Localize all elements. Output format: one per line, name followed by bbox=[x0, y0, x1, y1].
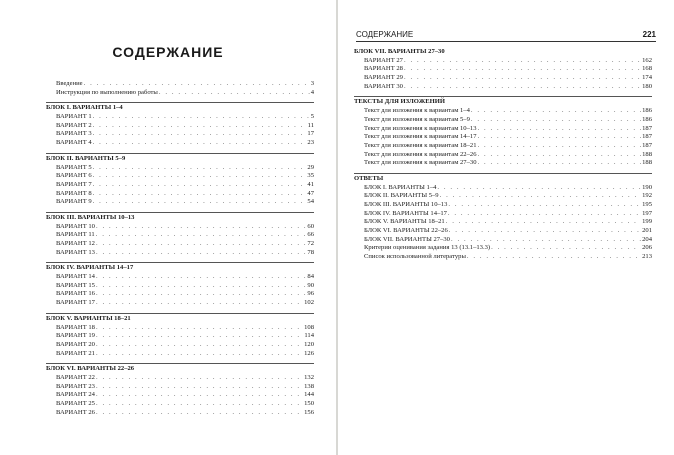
toc-entry-label: ВАРИАНТ 26 bbox=[56, 408, 95, 416]
leader-dots bbox=[93, 198, 307, 207]
leader-dots bbox=[96, 223, 306, 232]
toc-entry-label: ВАРИАНТ 20 bbox=[56, 340, 95, 348]
toc-entry-page: 188 bbox=[642, 150, 652, 158]
toc-entry-page: 174 bbox=[642, 74, 652, 82]
toc-entry-label: Текст для изложения к вариантам 22–26 bbox=[364, 150, 477, 158]
right-toc bbox=[354, 48, 652, 262]
leader-dots bbox=[478, 159, 642, 168]
leader-dots bbox=[440, 192, 642, 201]
toc-entry bbox=[354, 253, 652, 262]
toc-entry-label: Критерии оценивания задания 13 (13.1–13.3) bbox=[364, 244, 491, 252]
toc-entry-page: 96 bbox=[307, 290, 314, 298]
toc-entry-label: Текст для изложения к вариантам 18–21 bbox=[364, 141, 477, 149]
toc-entry bbox=[46, 350, 314, 359]
toc-entry-page: 41 bbox=[307, 180, 314, 188]
toc-entry-page: 47 bbox=[307, 189, 314, 197]
toc-entry-label: ВАРИАНТ 28 bbox=[364, 65, 403, 73]
toc-entry bbox=[46, 80, 314, 89]
leader-dots bbox=[404, 65, 641, 74]
leader-dots bbox=[93, 172, 307, 181]
leader-dots bbox=[471, 107, 641, 116]
toc-entry-page: 17 bbox=[307, 130, 314, 138]
leader-dots bbox=[93, 181, 307, 190]
toc-entry-label: БЛОК III. ВАРИАНТЫ 10–13 bbox=[364, 201, 448, 208]
toc-entry-label: ВАРИАНТ 4 bbox=[56, 139, 92, 147]
toc-entry-label: Текст для изложения к вариантам 14–17 bbox=[364, 133, 477, 141]
toc-entry-label: Текст для изложения к вариантам 10–13 bbox=[364, 124, 477, 132]
toc-entry-page: 180 bbox=[642, 82, 652, 90]
leader-dots bbox=[467, 253, 641, 262]
toc-title: СОДЕРЖАНИЕ bbox=[112, 44, 224, 60]
leader-dots bbox=[404, 74, 641, 83]
toc-section-heading: БЛОК III. ВАРИАНТЫ 10–13 bbox=[46, 212, 314, 223]
leader-dots bbox=[491, 244, 641, 253]
leader-dots bbox=[478, 151, 642, 160]
toc-entry bbox=[46, 172, 314, 181]
toc-entry-label: Список использованной литературы bbox=[364, 253, 466, 261]
toc-entry bbox=[46, 181, 314, 190]
toc-entry-label: БЛОК I. ВАРИАНТЫ 1–4 bbox=[364, 183, 437, 191]
toc-entry bbox=[354, 107, 652, 116]
toc-entry-page: 114 bbox=[304, 332, 314, 340]
leader-dots bbox=[84, 80, 310, 89]
toc-entry-label: ВАРИАНТ 1 bbox=[56, 113, 92, 121]
toc-entry-label: ВАРИАНТ 21 bbox=[56, 349, 95, 357]
toc-entry bbox=[354, 151, 652, 160]
leader-dots bbox=[478, 125, 642, 134]
toc-entry-page: 144 bbox=[304, 391, 314, 399]
toc-section-heading: ТЕКСТЫ ДЛЯ ИЗЛОЖЕНИЙ bbox=[354, 96, 652, 107]
toc-entry bbox=[46, 223, 314, 232]
toc-entry-label: ВАРИАНТ 27 bbox=[364, 56, 403, 64]
toc-entry bbox=[46, 290, 314, 299]
leader-dots bbox=[96, 273, 306, 282]
toc-entry-page: 187 bbox=[642, 124, 652, 132]
leader-dots bbox=[451, 236, 641, 245]
toc-entry bbox=[46, 249, 314, 258]
leader-dots bbox=[93, 130, 307, 139]
leader-dots bbox=[96, 231, 307, 240]
toc-entry bbox=[46, 240, 314, 249]
toc-entry-label: ВАРИАНТ 3 bbox=[56, 130, 92, 138]
toc-entry bbox=[46, 341, 314, 350]
toc-entry-label: БЛОК VI. ВАРИАНТЫ 22–26 bbox=[364, 227, 448, 235]
toc-entry bbox=[354, 218, 652, 227]
leader-dots bbox=[448, 210, 641, 219]
toc-entry-page: 54 bbox=[307, 198, 314, 206]
toc-entry-page: 23 bbox=[307, 139, 314, 147]
toc-entry-label: ВАРИАНТ 30 bbox=[364, 82, 403, 90]
toc-entry-label: ВАРИАНТ 23 bbox=[56, 382, 95, 390]
toc-entry-page: 35 bbox=[307, 172, 314, 180]
toc-entry bbox=[46, 374, 314, 383]
toc-entry-page: 195 bbox=[642, 201, 652, 208]
toc-entry-label: Текст для изложения к вариантам 5–9 bbox=[364, 115, 470, 123]
leader-dots bbox=[404, 83, 641, 92]
toc-entry-page: 204 bbox=[642, 235, 652, 243]
toc-section-heading: БЛОК V. ВАРИАНТЫ 18–21 bbox=[46, 313, 314, 324]
toc-entry-label: БЛОК V. ВАРИАНТЫ 18–21 bbox=[364, 218, 445, 226]
toc-entry bbox=[354, 159, 652, 168]
toc-entry bbox=[354, 142, 652, 151]
toc-entry-page: 197 bbox=[642, 209, 652, 217]
leader-dots bbox=[448, 201, 641, 210]
toc-entry bbox=[354, 57, 652, 66]
toc-entry bbox=[354, 65, 652, 74]
toc-entry-label: ВАРИАНТ 17 bbox=[56, 299, 95, 307]
toc-entry bbox=[46, 273, 314, 282]
left-page bbox=[0, 0, 336, 455]
toc-entry-label: ВАРИАНТ 8 bbox=[56, 189, 92, 197]
toc-entry-page: 150 bbox=[304, 400, 314, 407]
right-page bbox=[338, 0, 674, 455]
toc-entry-label: ВАРИАНТ 7 bbox=[56, 180, 92, 188]
toc-entry-page: 3 bbox=[310, 80, 314, 87]
toc-entry-label: БЛОК II. ВАРИАНТЫ 5–9 bbox=[364, 192, 439, 200]
leader-dots bbox=[449, 227, 641, 236]
toc-entry-page: 29 bbox=[307, 163, 314, 171]
toc-entry bbox=[46, 198, 314, 207]
toc-entry-page: 102 bbox=[304, 299, 314, 307]
leader-dots bbox=[96, 383, 303, 392]
toc-entry-page: 187 bbox=[642, 133, 652, 141]
toc-entry bbox=[46, 409, 314, 418]
toc-entry bbox=[46, 130, 314, 139]
toc-entry-page: 156 bbox=[304, 408, 314, 416]
toc-section-heading: БЛОК I. ВАРИАНТЫ 1–4 bbox=[46, 102, 314, 113]
leader-dots bbox=[96, 400, 303, 409]
toc-entry-label: ВАРИАНТ 22 bbox=[56, 373, 95, 381]
toc-entry-page: 11 bbox=[307, 121, 314, 129]
toc-section-heading: БЛОК VI. ВАРИАНТЫ 22–26 bbox=[46, 363, 314, 374]
left-toc bbox=[46, 80, 314, 417]
toc-entry-page: 162 bbox=[642, 56, 652, 64]
leader-dots bbox=[404, 57, 641, 66]
toc-entry-page: 213 bbox=[642, 253, 652, 261]
leader-dots bbox=[96, 299, 303, 308]
toc-entry-page: 132 bbox=[304, 373, 314, 381]
toc-entry bbox=[354, 236, 652, 245]
toc-entry-page: 190 bbox=[642, 183, 652, 191]
toc-entry-label: Текст для изложения к вариантам 1–4 bbox=[364, 107, 470, 115]
toc-entry-label: ВАРИАНТ 16 bbox=[56, 290, 95, 298]
toc-section-heading: БЛОК II. ВАРИАНТЫ 5–9 bbox=[46, 153, 314, 164]
toc-entry bbox=[354, 116, 652, 125]
toc-entry-label: Текст для изложения к вариантам 27–30 bbox=[364, 159, 477, 167]
leader-dots bbox=[96, 282, 306, 291]
toc-entry bbox=[46, 299, 314, 308]
toc-entry bbox=[46, 332, 314, 341]
toc-entry bbox=[46, 164, 314, 173]
toc-entry bbox=[354, 210, 652, 219]
toc-entry-label: БЛОК IV. ВАРИАНТЫ 14–17 bbox=[364, 209, 447, 217]
leader-dots bbox=[471, 116, 641, 125]
toc-entry-label: ВАРИАНТ 13 bbox=[56, 248, 95, 256]
toc-entry-label: ВАРИАНТ 14 bbox=[56, 273, 95, 281]
toc-entry-label: ВАРИАНТ 19 bbox=[56, 332, 95, 340]
toc-entry bbox=[46, 231, 314, 240]
toc-entry bbox=[354, 244, 652, 253]
leader-dots bbox=[96, 391, 303, 400]
leader-dots bbox=[96, 332, 303, 341]
toc-entry-page: 72 bbox=[307, 240, 314, 247]
toc-entry-page: 108 bbox=[304, 323, 314, 331]
leader-dots bbox=[437, 184, 641, 193]
toc-entry-label: ВАРИАНТ 6 bbox=[56, 172, 92, 180]
toc-entry-page: 84 bbox=[307, 273, 314, 281]
toc-entry bbox=[46, 89, 314, 98]
toc-entry-page: 4 bbox=[310, 88, 314, 96]
toc-entry-page: 201 bbox=[642, 227, 652, 235]
running-head bbox=[356, 30, 656, 42]
toc-entry-label: ВАРИАНТ 15 bbox=[56, 281, 95, 289]
toc-entry-page: 186 bbox=[642, 115, 652, 123]
toc-entry-page: 90 bbox=[307, 281, 314, 289]
toc-entry-page: 187 bbox=[642, 141, 652, 149]
leader-dots bbox=[96, 374, 303, 383]
toc-entry-label: Инструкция по выполнению работы bbox=[56, 88, 158, 96]
toc-entry-label: ВАРИАНТ 24 bbox=[56, 391, 95, 399]
toc-entry-label: ВАРИАНТ 25 bbox=[56, 400, 95, 407]
toc-entry bbox=[354, 125, 652, 134]
toc-entry bbox=[354, 184, 652, 193]
toc-entry-label: БЛОК VII. ВАРИАНТЫ 27–30 bbox=[364, 235, 450, 243]
toc-entry bbox=[46, 190, 314, 199]
toc-entry-label: ВАРИАНТ 29 bbox=[364, 74, 403, 82]
toc-entry bbox=[46, 139, 314, 148]
toc-entry-label: ВАРИАНТ 5 bbox=[56, 163, 92, 171]
toc-entry-page: 5 bbox=[310, 113, 314, 121]
toc-entry-label: ВАРИАНТ 2 bbox=[56, 121, 92, 129]
toc-section-heading: БЛОК IV. ВАРИАНТЫ 14–17 bbox=[46, 262, 314, 273]
toc-entry-label: ВАРИАНТ 11 bbox=[56, 231, 95, 239]
leader-dots bbox=[93, 164, 307, 173]
leader-dots bbox=[93, 190, 307, 199]
toc-entry bbox=[46, 400, 314, 409]
leader-dots bbox=[96, 409, 303, 418]
toc-entry-page: 126 bbox=[304, 349, 314, 357]
leader-dots bbox=[96, 249, 306, 258]
toc-entry-page: 66 bbox=[307, 231, 314, 239]
toc-entry-label: ВАРИАНТ 10 bbox=[56, 222, 95, 230]
toc-entry bbox=[46, 383, 314, 392]
toc-entry-label: ВАРИАНТ 18 bbox=[56, 323, 95, 331]
toc-entry-page: 138 bbox=[304, 382, 314, 390]
toc-entry-page: 206 bbox=[642, 244, 652, 252]
running-head-title: СОДЕРЖАНИЕ bbox=[356, 30, 414, 39]
leader-dots bbox=[446, 218, 641, 227]
toc-entry-page: 120 bbox=[304, 340, 314, 348]
toc-entry-page: 199 bbox=[642, 218, 652, 226]
toc-entry bbox=[354, 201, 652, 210]
toc-entry bbox=[354, 227, 652, 236]
toc-entry-label: Введение bbox=[56, 80, 83, 87]
leader-dots bbox=[96, 341, 303, 350]
page-number: 221 bbox=[642, 30, 656, 39]
toc-entry bbox=[46, 391, 314, 400]
toc-entry bbox=[354, 133, 652, 142]
toc-entry-page: 168 bbox=[642, 65, 652, 73]
toc-section-heading: ОТВЕТЫ bbox=[354, 173, 652, 184]
leader-dots bbox=[93, 113, 310, 122]
toc-entry-page: 186 bbox=[642, 107, 652, 115]
leader-dots bbox=[478, 133, 642, 142]
leader-dots bbox=[93, 139, 307, 148]
leader-dots bbox=[96, 350, 303, 359]
toc-entry-page: 78 bbox=[307, 248, 314, 256]
toc-entry-page: 60 bbox=[307, 222, 314, 230]
leader-dots bbox=[96, 240, 306, 249]
leader-dots bbox=[96, 324, 303, 333]
toc-entry-page: 192 bbox=[642, 192, 652, 200]
toc-entry bbox=[46, 122, 314, 131]
leader-dots bbox=[478, 142, 642, 151]
toc-entry bbox=[46, 113, 314, 122]
toc-entry-page: 188 bbox=[642, 159, 652, 167]
toc-entry bbox=[46, 282, 314, 291]
toc-section-heading: БЛОК VII. ВАРИАНТЫ 27–30 bbox=[354, 48, 445, 55]
toc-entry bbox=[354, 83, 652, 92]
toc-entry-label: ВАРИАНТ 12 bbox=[56, 240, 95, 247]
leader-dots bbox=[93, 122, 307, 131]
leader-dots bbox=[159, 89, 310, 98]
leader-dots bbox=[96, 290, 306, 299]
toc-entry-label: ВАРИАНТ 9 bbox=[56, 198, 92, 206]
toc-entry bbox=[354, 192, 652, 201]
toc-entry bbox=[354, 74, 652, 83]
toc-entry bbox=[46, 324, 314, 333]
